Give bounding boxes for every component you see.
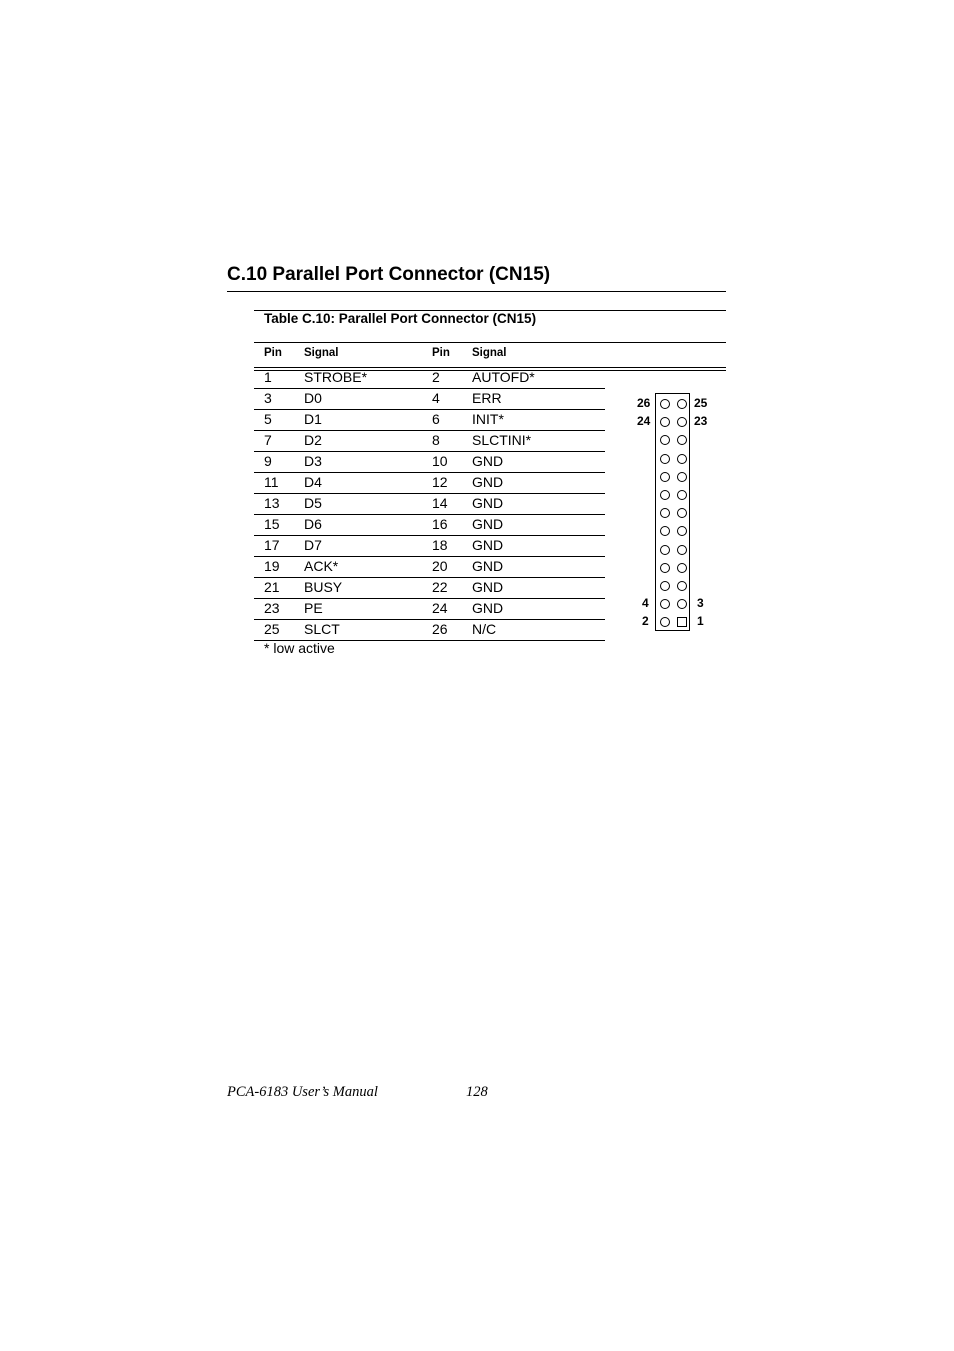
signal-name-cell: N/C	[472, 621, 497, 637]
connector-pin	[677, 472, 687, 482]
pin-number-cell: 18	[432, 537, 448, 553]
signal-name-cell: GND	[472, 600, 504, 616]
pin-label-2: 2	[642, 614, 649, 628]
pin-label-1: 1	[697, 614, 704, 628]
signal-name-cell: BUSY	[304, 579, 343, 595]
connector-pin	[677, 417, 687, 427]
signal-name-cell: D3	[304, 453, 322, 469]
connector-pin	[660, 599, 670, 609]
table-row	[254, 515, 605, 536]
table-row	[254, 557, 605, 578]
signal-name-cell: GND	[472, 474, 504, 490]
pin-number-cell: 26	[432, 621, 448, 637]
table-row	[254, 473, 605, 494]
pin-number-cell: 15	[264, 516, 280, 532]
pin-label-4: 4	[642, 596, 649, 610]
pin-number-cell: 11	[264, 474, 279, 490]
pin-number-cell: 13	[264, 495, 280, 511]
signal-name-cell: D2	[304, 432, 322, 448]
signal-name-cell: D1	[304, 411, 322, 427]
signal-name-cell: GND	[472, 516, 504, 532]
pin-number-cell: 7	[264, 432, 272, 448]
pin-label-3: 3	[697, 596, 704, 610]
pin-number-cell: 16	[432, 516, 448, 532]
pin-label-26: 26	[637, 396, 651, 410]
signal-name-cell: GND	[472, 537, 504, 553]
title-divider	[227, 291, 726, 292]
connector-pin	[660, 563, 670, 573]
caption-bottom-rule	[254, 342, 726, 343]
connector-pin	[660, 508, 670, 518]
pin-number-cell: 8	[432, 432, 440, 448]
pin-number-cell: 5	[264, 411, 272, 427]
connector-pin	[677, 399, 687, 409]
pin-table	[254, 368, 605, 641]
section-title: C.10 Parallel Port Connector (CN15)	[227, 264, 551, 285]
pin-number-cell: 24	[432, 600, 448, 616]
connector-pin	[677, 581, 687, 591]
table-row	[254, 368, 605, 389]
table-row	[254, 536, 605, 557]
connector-pin	[677, 435, 687, 445]
connector-diagram	[655, 393, 690, 631]
table-header	[254, 346, 726, 364]
pin-number-cell: 25	[264, 621, 280, 637]
footer-manual-title: PCA-6183 User’s Manual	[227, 1084, 378, 1100]
connector-pin	[677, 490, 687, 500]
signal-name-cell: PE	[304, 600, 323, 616]
table-row	[254, 620, 605, 641]
connector-pin	[660, 490, 670, 500]
connector-pin	[660, 399, 670, 409]
connector-pin	[660, 617, 670, 627]
header-signal-1: Signal	[304, 347, 339, 359]
connector-pin	[677, 526, 687, 536]
signal-name-cell: INIT*	[472, 411, 504, 427]
pin-number-cell: 20	[432, 558, 448, 574]
connector-pin	[660, 417, 670, 427]
pin-number-cell: 21	[264, 579, 280, 595]
pin-number-cell: 14	[432, 495, 448, 511]
pin-number-cell: 17	[264, 537, 280, 553]
table-row	[254, 578, 605, 599]
signal-name-cell: D6	[304, 516, 322, 532]
pin-number-cell: 1	[264, 369, 272, 385]
pin-number-cell: 4	[432, 390, 440, 406]
connector-pin	[677, 545, 687, 555]
signal-name-cell: ACK*	[304, 558, 339, 574]
connector-pin	[677, 599, 687, 609]
signal-name-cell: SLCT	[304, 621, 340, 637]
pin-number-cell: 23	[264, 600, 280, 616]
table-row	[254, 494, 605, 515]
pin-number-cell: 10	[432, 453, 448, 469]
table-row	[254, 431, 605, 452]
signal-name-cell: SLCTINI*	[472, 432, 532, 448]
header-pin-1: Pin	[264, 347, 282, 359]
signal-name-cell: GND	[472, 558, 504, 574]
signal-name-cell: GND	[472, 495, 504, 511]
footer-page-number: 128	[466, 1084, 488, 1100]
table-caption: Table C.10: Parallel Port Connector (CN15)	[264, 311, 537, 326]
connector-pin	[660, 472, 670, 482]
pin-label-24: 24	[637, 414, 651, 428]
pin-number-cell: 12	[432, 474, 448, 490]
header-signal-2: Signal	[472, 347, 507, 359]
table-row	[254, 599, 605, 620]
signal-name-cell: D0	[304, 390, 322, 406]
connector-pin	[660, 581, 670, 591]
connector-pin	[660, 435, 670, 445]
connector-pin	[660, 545, 670, 555]
connector-pin	[677, 508, 687, 518]
pin-number-cell: 2	[432, 369, 440, 385]
signal-name-cell: STROBE*	[304, 369, 368, 385]
signal-name-cell: AUTOFD*	[472, 369, 535, 385]
pin-number-cell: 6	[432, 411, 440, 427]
signal-name-cell: ERR	[472, 390, 502, 406]
signal-name-cell: GND	[472, 453, 504, 469]
table-row	[254, 410, 605, 431]
connector-pin	[677, 454, 687, 464]
header-pin-2: Pin	[432, 347, 450, 359]
pin-number-cell: 22	[432, 579, 448, 595]
pin-number-cell: 3	[264, 390, 272, 406]
signal-name-cell: D5	[304, 495, 322, 511]
table-row	[254, 452, 605, 473]
pin-label-23: 23	[694, 414, 708, 428]
signal-name-cell: GND	[472, 579, 504, 595]
signal-name-cell: D7	[304, 537, 322, 553]
connector-pin	[660, 454, 670, 464]
connector-pin-1	[677, 617, 687, 627]
connector-pin	[660, 526, 670, 536]
table-row	[254, 389, 605, 410]
pin-label-25: 25	[694, 396, 708, 410]
pin-number-cell: 19	[264, 558, 280, 574]
connector-pin	[677, 563, 687, 573]
signal-name-cell: D4	[304, 474, 322, 490]
table-footnote: * low active	[264, 640, 335, 656]
pin-number-cell: 9	[264, 453, 272, 469]
